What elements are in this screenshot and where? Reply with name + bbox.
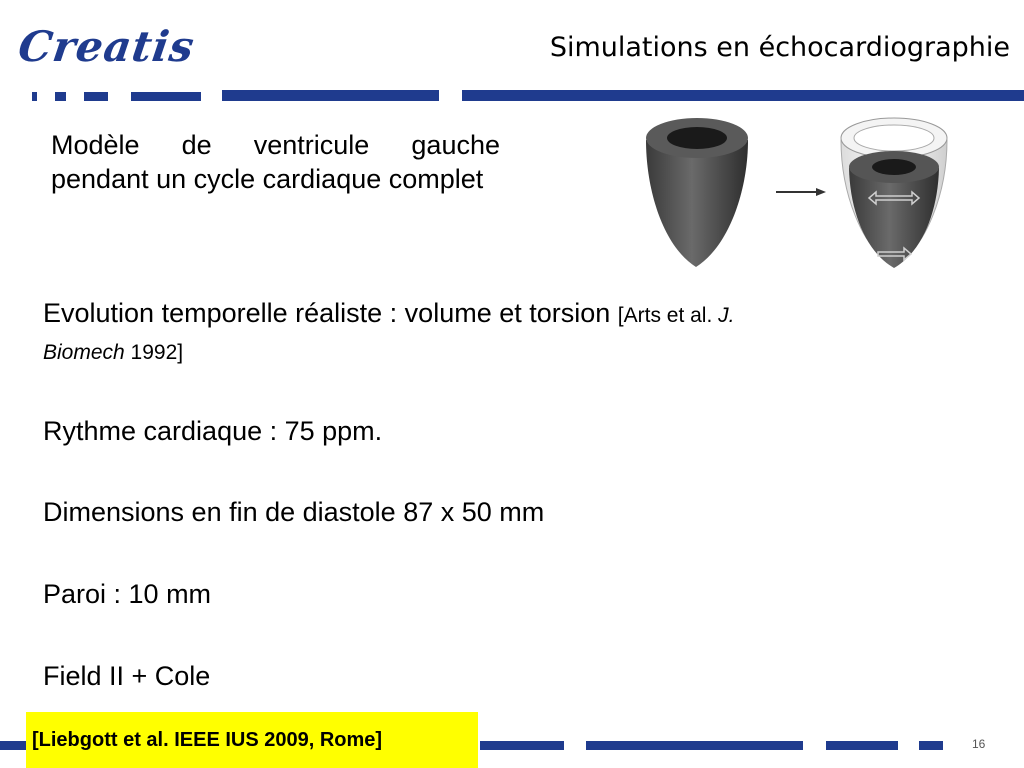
ventricle-diastole xyxy=(646,118,748,267)
ref-arts-open: [Arts et al. xyxy=(617,304,719,327)
header-bar-1 xyxy=(32,92,37,101)
bullet-heart-rate: Rythme cardiaque : 75 ppm. xyxy=(43,416,383,446)
ref-arts xyxy=(618,304,735,327)
slide-title: Simulations en échocardiographie xyxy=(549,32,1010,63)
ref-arts-journal-a: J. xyxy=(718,304,735,327)
citation-box: [Liebgott et al. IEEE IUS 2009, Rome] xyxy=(26,712,478,768)
footer-bar-1 xyxy=(0,741,26,750)
footer-bar-4 xyxy=(826,741,898,750)
header-bar-4 xyxy=(131,92,201,101)
footer-bar-2 xyxy=(480,741,564,750)
creatis-logo: Creatis xyxy=(15,22,198,71)
ref-arts-line2 xyxy=(43,341,183,364)
header-bar-3 xyxy=(84,92,108,101)
right-arrow-icon xyxy=(776,188,826,196)
ref-arts-journal-b: Biomech xyxy=(43,341,125,364)
page-number: 16 xyxy=(972,737,986,751)
bullet-wall: Paroi : 10 mm xyxy=(43,579,212,609)
intro-text: Modèle de ventricule gauche pendant un cycle cardiaque complet xyxy=(51,130,500,194)
footer-bar-5 xyxy=(919,741,943,750)
footer-bar-3 xyxy=(586,741,803,750)
ventricle-systole xyxy=(841,118,947,268)
header-bar-2 xyxy=(55,92,66,101)
bullet-field-ii: Field II + Cole xyxy=(43,661,211,691)
ref-arts-year: 1992] xyxy=(124,341,184,364)
bullet-dimensions: Dimensions en fin de diastole 87 x 50 mm xyxy=(43,497,545,527)
bullet-evolution xyxy=(43,296,973,370)
header-bar-5 xyxy=(222,90,439,101)
bullet-evolution-main: Evolution temporelle réaliste : volume et torsion xyxy=(43,298,618,328)
header-bar-6 xyxy=(462,90,1024,101)
ventricle-model-figure xyxy=(636,112,966,272)
